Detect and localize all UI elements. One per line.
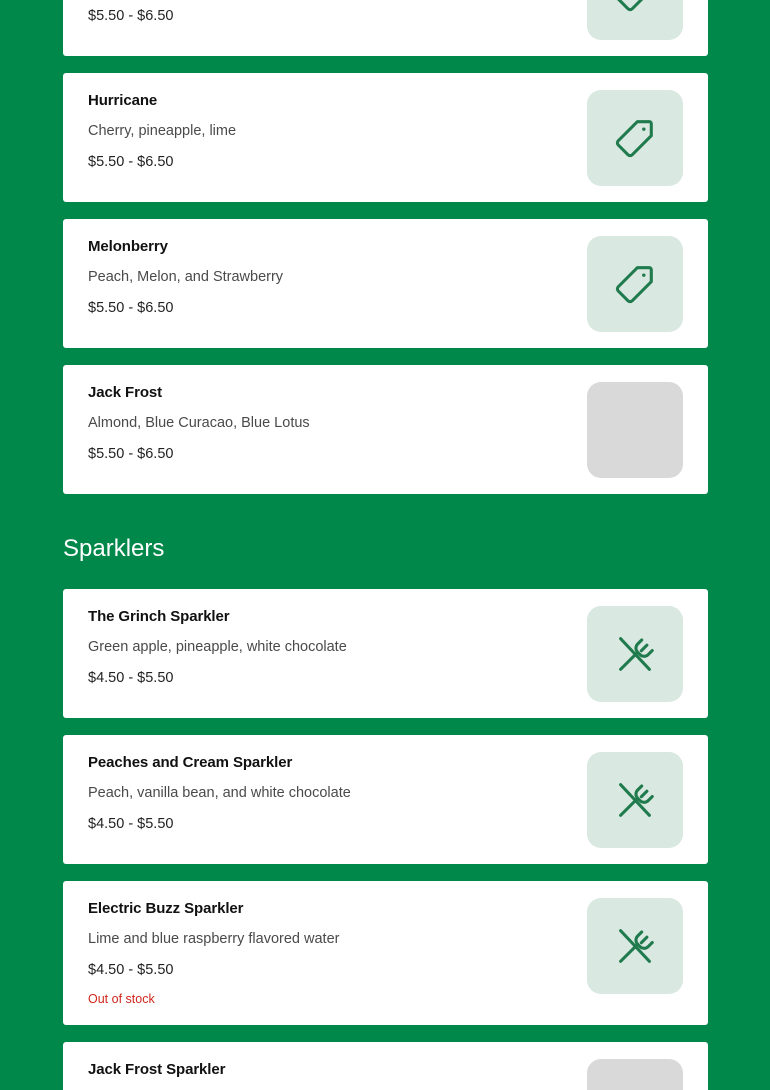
utensils-icon [612,923,658,969]
item-thumbnail [587,606,683,702]
menu-item-card[interactable] [63,219,708,348]
item-name: Melonberry [88,238,168,255]
item-description: Almond, Blue Curacao, Blue Lotus [88,415,310,431]
item-thumbnail [587,0,683,40]
item-description: Cherry, pineapple, lime [88,123,237,139]
item-description: Peach, vanilla bean, and white chocolate [88,785,351,801]
item-thumbnail-placeholder [587,1059,683,1090]
item-price: $5.50 - $6.50 [88,300,174,316]
item-name: Hurricane [88,92,158,109]
item-description: Lime and blue raspberry flavored water [88,931,340,947]
item-price: $4.50 - $5.50 [88,962,174,978]
tag-icon [612,0,658,15]
utensils-icon [612,777,658,823]
out-of-stock-label: Out of stock [88,992,155,1006]
item-description: Peach, Melon, and Strawberry [88,269,284,285]
menu-item-card[interactable] [63,0,708,56]
item-name: The Grinch Sparkler [88,608,230,625]
item-price: $4.50 - $5.50 [88,670,174,686]
item-price: $5.50 - $6.50 [88,154,174,170]
item-name: Electric Buzz Sparkler [88,900,244,917]
menu-item-card[interactable] [63,881,708,1025]
item-thumbnail-placeholder [587,382,683,478]
item-price: $5.50 - $6.50 [88,8,174,24]
tag-icon [612,261,658,307]
item-thumbnail [587,90,683,186]
section-title: Sparklers [63,535,165,562]
item-thumbnail [587,236,683,332]
item-thumbnail [587,898,683,994]
menu-item-card[interactable] [63,735,708,864]
menu-item-card[interactable] [63,589,708,718]
utensils-icon [612,631,658,677]
item-name: Jack Frost [88,384,163,401]
item-price: $5.50 - $6.50 [88,446,174,462]
item-name: Jack Frost Sparkler [88,1061,226,1078]
item-price: $4.50 - $5.50 [88,816,174,832]
tag-icon [612,115,658,161]
menu-item-card[interactable] [63,73,708,202]
item-thumbnail [587,752,683,848]
menu-item-card[interactable] [63,1042,708,1090]
menu-item-card[interactable] [63,365,708,494]
item-name: Peaches and Cream Sparkler [88,754,293,771]
item-description: Green apple, pineapple, white chocolate [88,639,347,655]
